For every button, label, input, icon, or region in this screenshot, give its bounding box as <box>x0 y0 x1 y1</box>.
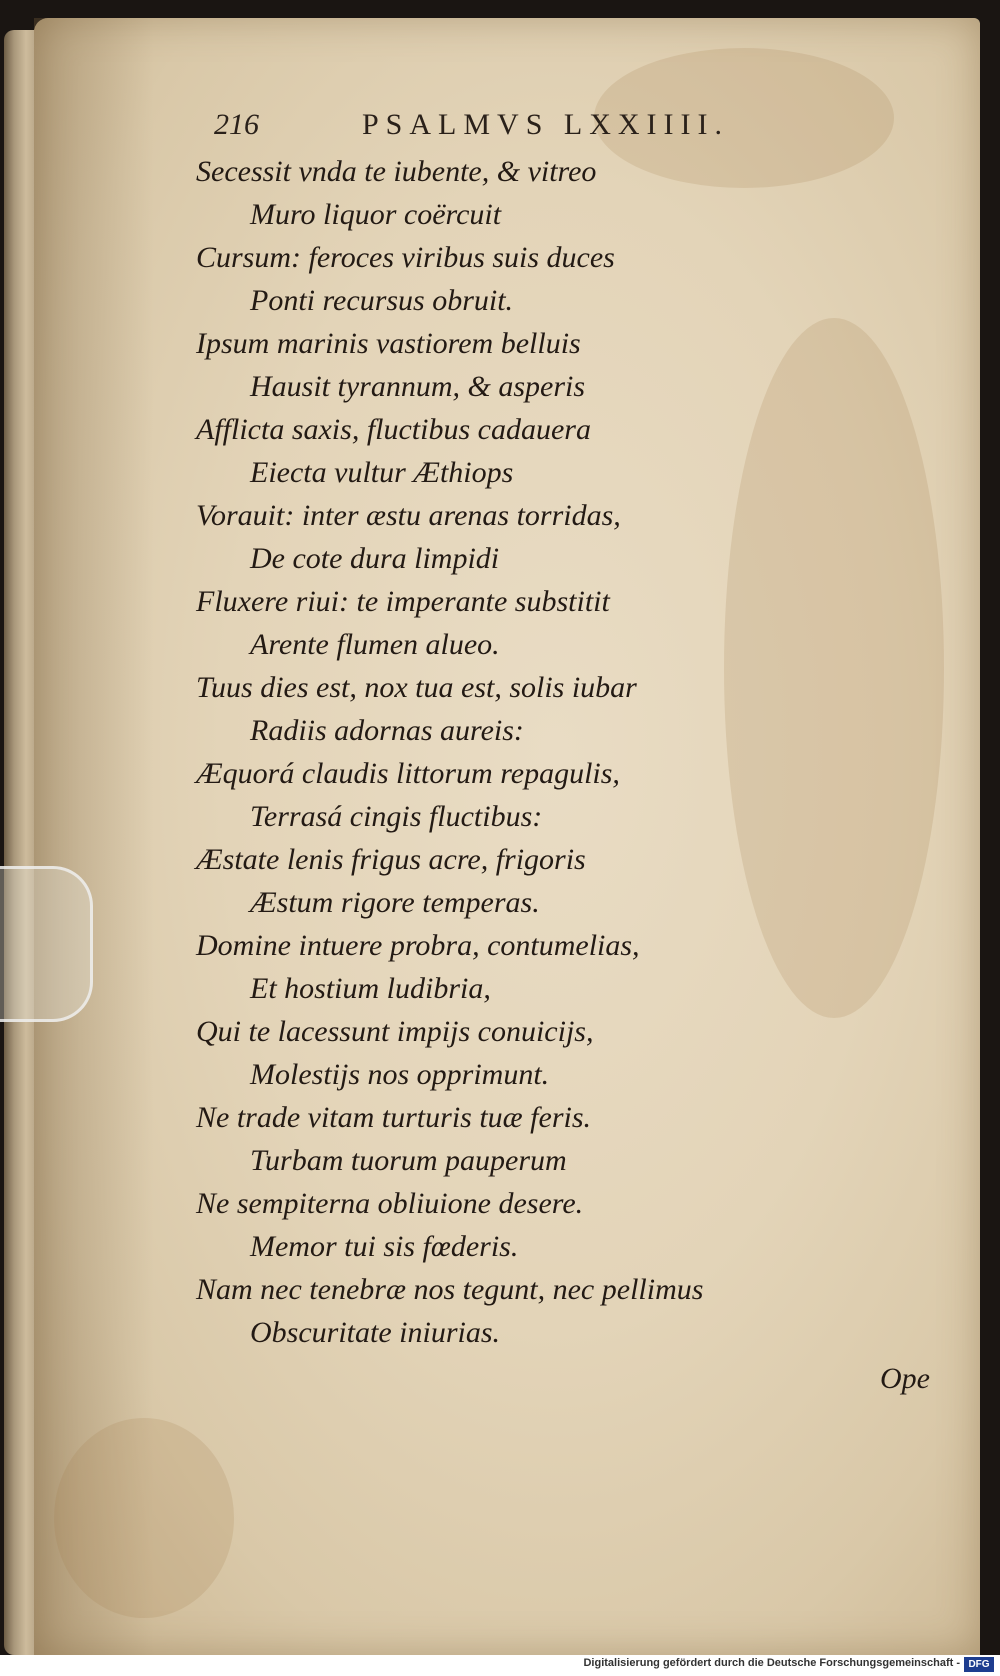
verse-line-indented: De cote dura limpidi <box>250 542 500 575</box>
verse-line-indented: Et hostium ludibria, <box>250 972 491 1005</box>
verse-line-indented: Molestijs nos opprimunt. <box>250 1058 550 1091</box>
verse-line: Afflicta saxis, fluctibus cadauera <box>196 413 591 446</box>
page-number: 216 <box>214 108 259 141</box>
page-clip <box>0 866 93 1022</box>
verse-line: Ne sempiterna obliuione desere. <box>196 1187 584 1220</box>
verse-line-indented: Radiis adornas aureis: <box>250 714 524 747</box>
psalm-text <box>196 150 856 1354</box>
running-title: PSALMVS LXXIIII. <box>362 108 729 141</box>
verse-line-indented: Eiecta vultur Æthiops <box>250 456 514 489</box>
verse-line-indented: Muro liquor coërcuit <box>250 198 502 231</box>
verse-line: Æquorá claudis littorum repagulis, <box>196 757 620 790</box>
verse-line: Fluxere riui: te imperante substitit <box>196 585 610 618</box>
verse-line-indented: Turbam tuorum pauperum <box>250 1144 567 1177</box>
funding-credit: Digitalisierung gefördert durch die Deutsche Forschungsgemeinschaft - <box>583 1657 960 1669</box>
verse-line-indented: Æstum rigore temperas. <box>250 886 540 919</box>
verse-line: Domine intuere probra, contumelias, <box>196 929 640 962</box>
verse-line: Ne trade vitam turturis tuæ feris. <box>196 1101 592 1134</box>
catchword: Ope <box>880 1362 930 1395</box>
paper-stain <box>54 1418 234 1618</box>
verse-line: Vorauit: inter æstu arenas torridas, <box>196 499 621 532</box>
verse-line: Nam nec tenebræ nos tegunt, nec pellimus <box>196 1273 704 1306</box>
verse-line: Qui te lacessunt impijs conuicijs, <box>196 1015 594 1048</box>
verse-line: Secessit vnda te iubente, & vitreo <box>196 155 597 188</box>
digitization-footer <box>0 1655 1000 1676</box>
dfg-logo: DFG <box>964 1657 994 1672</box>
verse-line-indented: Terrasá cingis fluctibus: <box>250 800 543 833</box>
verse-line: Tuus dies est, nox tua est, solis iubar <box>196 671 637 704</box>
verse-line: Æstate lenis frigus acre, frigoris <box>196 843 586 876</box>
verse-line-indented: Hausit tyrannum, & asperis <box>250 370 586 403</box>
verse-line-indented: Arente flumen alueo. <box>250 628 500 661</box>
verse-line: Cursum: feroces viribus suis duces <box>196 241 615 274</box>
verse-line: Ipsum marinis vastiorem belluis <box>196 327 581 360</box>
verse-line-indented: Ponti recursus obruit. <box>250 284 514 317</box>
verse-line-indented: Obscuritate iniurias. <box>250 1316 501 1349</box>
verse-line-indented: Memor tui sis fœderis. <box>250 1230 519 1263</box>
